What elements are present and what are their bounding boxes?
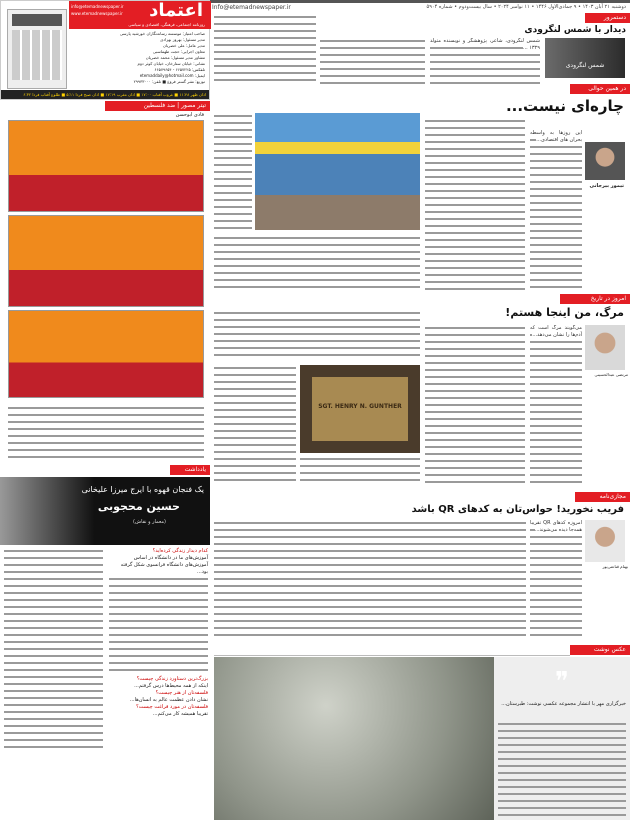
virtual-text: امروزه کدهای QR تقریبا همه‌جا دیده می‌شوند... (530, 520, 582, 640)
photo-note-label: عکس نوشت (570, 645, 630, 655)
dateline: دوشنبه ۲۱ آبان ۱۴۰۳ • ۹ جمادی‌الاول ۱۴۴۶ • ۱۱ نوامبر ۲۰۲۴ • سال بیست‌ودوم • شماره ۵۹۰۴ (426, 4, 626, 10)
staff-line: توزیع: نشر گستر فروغ ■ تلفن: ۲۹۹۳۳۰۰۰ (133, 79, 205, 84)
top-article-label: دستمرور (585, 13, 630, 23)
staff-line: تلفکس: ۶۶۵۷۲۲۵ - ۶۶۵۷۹۶۵۴ (154, 67, 205, 72)
staff-line: ایمیل: etemaddaily@hotmail.com (139, 73, 205, 78)
history-text-bottom (300, 456, 420, 486)
staff-line: معاون اجرایی: حجت طهماسبی (152, 49, 205, 54)
history-label: امروز در تاریخ (560, 294, 630, 304)
coffee-title: یک فنجان قهوه با ایرج میرزا علیخانی (81, 485, 204, 494)
middle-side-text (214, 113, 252, 230)
feature-author-photo (585, 142, 625, 180)
qa-answer: نشان دادن عظمت عالم به انسان‌ها... (129, 697, 208, 703)
staff-line: مدیر مسئول: بهروز بهزادی (160, 37, 205, 42)
staff-list (69, 31, 205, 85)
front-page-thumbnail (7, 9, 67, 89)
top-article-col2 (320, 38, 425, 84)
qa-answer: تقریبا همیشه کار می‌کنم... (152, 711, 208, 717)
qa-answer: اینکه از همه محیط‌ها درس گرفتم... (134, 683, 208, 689)
photo-note-text: خبرگزاری مهر با انتشار مجموعه عکسی نوشت: طبرستان... (501, 701, 626, 707)
feature-author: تیمور بیرجانی (589, 183, 624, 189)
middle-top-text (214, 14, 316, 84)
coffee-qa (4, 548, 208, 818)
cartoon (8, 120, 204, 402)
coffee-guest: حسین محجوبی (97, 500, 180, 513)
cartoon-panel (8, 310, 204, 398)
top-article-text: شمس لنگرودی، شاعر، پژوهشگر و نویسنده متولد ۱۳۲۹ ... (430, 38, 540, 84)
qa-question: فلسفه‌تان از هنر چیست؟ (155, 690, 208, 696)
virtual-author-photo (585, 520, 625, 562)
qa-question: فلسفه‌تان در مورد فراغت چیست؟ (136, 704, 208, 710)
snails-stone-photo (214, 657, 494, 820)
cartoon-label: تیتر مصور | ضد فلسطین (105, 101, 210, 111)
staff-line: مدیر عامل: علی خضریان (163, 43, 205, 48)
qa-answer: آموزش‌های ما در دانشگاه در اساس آموزش‌های دانشگاه فرانسوی شکل گرفته بود... (120, 555, 208, 575)
cartoon-bottom-text (8, 405, 204, 460)
qa-text (109, 576, 208, 676)
cartoon-panel (8, 120, 204, 212)
top-rule (210, 0, 630, 3)
qa-question: کدام دیدار زندگی کرده‌اید؟ (152, 548, 208, 554)
photo-note-body (498, 721, 626, 817)
staff-line: نشانی: خیابان ستارخان، خیابان کوثر دوم (137, 61, 205, 66)
masthead-email: info@etemadnewspaper.ir (71, 4, 124, 9)
feature-title: چاره‌ای نیست... (505, 97, 624, 115)
book-title: شمس لنگرودی (565, 62, 605, 69)
qa-question: بزرگ‌ترین دستاورد زندگی چیست؟ (136, 676, 208, 682)
book-cover-photo (545, 38, 625, 78)
history-title: مرگ، من اینجا هستم! (505, 306, 624, 319)
feature-text-bottom (214, 235, 420, 290)
virtual-author: بهنام قناعتی‌پور (602, 564, 628, 569)
masthead (0, 0, 210, 100)
virtual-label: مجازی‌نامه (575, 492, 630, 502)
note-label: یادداشت (170, 465, 210, 475)
staff-line: مشاور مدیر مسئول: محمد خضریان (145, 55, 205, 60)
feature-label: در همین حوالی (570, 84, 630, 94)
qa-text (4, 548, 103, 748)
history-text-col (425, 325, 525, 485)
header-email: Info@etemadnewspaper.ir (212, 4, 291, 11)
staff-line: صاحب امتیاز: موسسه رسانه‌نگاران خورشید پارسی (119, 31, 205, 36)
coffee-banner (0, 477, 210, 545)
quote-icon: ❞ (555, 667, 569, 697)
top-article-title: دیدار با شمس لنگرودی (524, 25, 626, 35)
cartoon-panel (8, 215, 204, 307)
coffee-role: (معمار و نقاش) (133, 519, 166, 525)
history-text-mid (214, 310, 420, 360)
feature-text: این روزها به واسطه بحران های اقتصادی... (530, 130, 582, 290)
plaque-text: SGT. HENRY N. GUNTHER (312, 377, 408, 441)
street-mural-photo (255, 113, 420, 230)
divider (214, 655, 570, 656)
history-author-photo (585, 325, 625, 370)
quote-box (494, 657, 630, 820)
cartoon-artist: فادی ابوحسن (175, 112, 204, 118)
gunther-plaque-photo (300, 365, 420, 453)
tagline: روزنامه اجتماعی، فرهنگی، اقتصادی و سیاسی (128, 22, 205, 27)
prayer-times: اذان ظهر ۱۱:۴۸ ■ غروب آفتاب ۱۷:۰۰ ■ اذان مغرب ۱۷:۱۹ ■ اذان صبح فردا ۵:۱۱ ■ طلوع آفتاب فردا ۶:۳۲ (1, 90, 209, 99)
history-text-low (214, 365, 296, 485)
history-author: مرتضی عبدالحسینی (594, 372, 628, 377)
masthead-website: www.etemadnewspaper.ir (71, 11, 123, 16)
virtual-text-col (214, 520, 526, 640)
history-text: می‌گویند مرگ است که آدم‌ها را نشان می‌دهد... (530, 325, 582, 485)
feature-text-col (425, 118, 525, 290)
logo: اعتماد (149, 0, 203, 21)
virtual-title: فریب نخورید! حواس‌تان به کدهای QR باشد (411, 504, 624, 515)
